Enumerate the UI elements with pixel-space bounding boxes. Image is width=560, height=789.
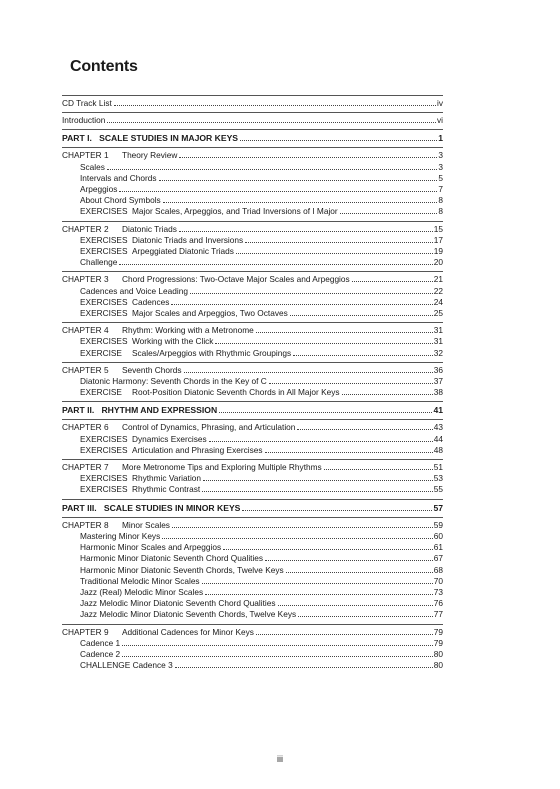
dot-leader (184, 372, 433, 373)
entry-label (62, 627, 254, 638)
dot-leader (107, 122, 436, 123)
exercise-tag: EXERCISES (80, 296, 128, 307)
entry-label (62, 206, 338, 217)
entry-title: Cadences and Voice Leading (80, 285, 188, 296)
dot-leader (256, 332, 433, 333)
toc-section (62, 500, 443, 517)
entry-page-number: 24 (433, 296, 443, 307)
entry-label (62, 609, 296, 620)
entry-page-number: 19 (433, 246, 443, 257)
entry-label (62, 348, 291, 359)
entry-page-number: 76 (433, 598, 443, 609)
entry-label (62, 387, 340, 398)
entry-label (62, 542, 221, 553)
dot-leader (179, 231, 433, 232)
toc-entry[interactable] (62, 235, 443, 246)
entry-page-number: 15 (433, 223, 443, 234)
dot-leader (297, 429, 432, 430)
dot-leader (269, 383, 433, 384)
entry-label (62, 336, 213, 347)
entry-label (62, 308, 288, 319)
toc-section (62, 272, 443, 322)
entry-title: Chord Progressions: Two-Octave Major Scales and Arpeggios (122, 274, 350, 285)
toc-part-entry[interactable] (62, 132, 443, 144)
entry-page-number: 43 (433, 422, 443, 433)
entry-title: Rhythm: Working with a Metronome (122, 325, 254, 336)
entry-label (62, 576, 200, 587)
entry-label (62, 257, 117, 268)
entry-label (62, 587, 203, 598)
toc-entry[interactable] (62, 649, 443, 660)
entry-label (62, 173, 157, 184)
entry-page-number: 20 (433, 257, 443, 268)
toc-entry[interactable] (62, 376, 443, 387)
dot-leader (205, 594, 433, 595)
toc-entry[interactable] (62, 587, 443, 598)
table-of-contents (62, 95, 443, 674)
toc-part-entry[interactable] (62, 404, 443, 416)
exercise-tag: EXERCISES (80, 308, 128, 319)
entry-label (62, 184, 117, 195)
chapter-number: CHAPTER 1 (62, 150, 109, 161)
dot-leader (215, 343, 432, 344)
entry-page-number: iv (437, 98, 443, 108)
entry-title: Seventh Chords (122, 364, 182, 375)
entry-page-number: 79 (433, 637, 443, 648)
exercise-tag: EXERCISE (80, 347, 122, 358)
entry-page-number: 44 (433, 433, 443, 444)
entry-title: CHALLENGE Cadence 3 (80, 660, 173, 671)
entry-page-number: 57 (433, 502, 443, 513)
dot-leader (298, 616, 433, 617)
dot-leader (290, 315, 433, 316)
dot-leader (265, 452, 433, 453)
entry-title: CD Track List (62, 98, 112, 108)
entry-page-number: 38 (433, 387, 443, 398)
dot-leader (240, 140, 437, 141)
entry-page-number: 5 (438, 172, 443, 183)
entry-page-number: 37 (433, 376, 443, 387)
entry-title: Working with the Click (132, 336, 214, 347)
entry-title: Major Scales and Arpeggios, Two Octaves (132, 308, 288, 319)
entry-page-number: 8 (438, 195, 443, 206)
entry-title: Intervals and Chords (80, 172, 157, 183)
entry-title: Minor Scales (122, 519, 170, 530)
entry-label (62, 531, 160, 542)
toc-entry[interactable] (62, 531, 443, 542)
chapter-number: CHAPTER 5 (62, 364, 109, 375)
entry-page-number: 68 (433, 564, 443, 575)
toc-chapter-entry[interactable] (62, 520, 443, 531)
toc-entry[interactable] (62, 576, 443, 587)
entry-page-number: 77 (433, 609, 443, 620)
toc-entry[interactable] (62, 195, 443, 206)
entry-page-number: 31 (433, 325, 443, 336)
dot-leader (242, 510, 432, 511)
exercise-tag: EXERCISES (80, 234, 128, 245)
page-title: Contents (70, 58, 138, 75)
toc-chapter-entry[interactable] (62, 274, 443, 285)
entry-title: Traditional Melodic Minor Scales (80, 575, 200, 586)
toc-chapter-entry[interactable] (62, 365, 443, 376)
dot-leader (119, 191, 437, 192)
entry-title: PART III. SCALE STUDIES IN MINOR KEYS (62, 502, 241, 513)
toc-section (62, 96, 443, 112)
entry-title: Jazz (Real) Melodic Minor Scales (80, 586, 204, 597)
toc-entry[interactable] (62, 445, 443, 456)
entry-label (62, 565, 284, 576)
toc-entry[interactable] (62, 638, 443, 649)
entry-title: Mastering Minor Keys (80, 530, 161, 541)
dot-leader (190, 293, 433, 294)
toc-section (62, 363, 443, 402)
entry-title: Harmonic Minor Diatonic Seventh Chords, Twelve Keys (80, 564, 284, 575)
entry-title: Additional Cadences for Minor Keys (122, 626, 254, 637)
entry-title: PART I. SCALE STUDIES IN MAJOR KEYS (62, 133, 239, 144)
toc-section (62, 625, 443, 675)
entry-page-number: 41 (433, 405, 443, 416)
toc-entry[interactable] (62, 98, 443, 109)
entry-page-number: vi (437, 115, 443, 126)
toc-entry[interactable] (62, 553, 443, 564)
toc-entry[interactable] (62, 484, 443, 495)
toc-entry[interactable] (62, 162, 443, 173)
entry-label (62, 649, 120, 660)
toc-section (62, 130, 443, 147)
entry-page-number: 70 (433, 575, 443, 586)
toc-chapter-entry[interactable] (62, 627, 443, 638)
dot-leader (163, 202, 438, 203)
dot-leader (265, 560, 433, 561)
entry-page-number: 25 (433, 308, 443, 319)
entry-label (62, 115, 105, 126)
entry-label (62, 598, 276, 609)
entry-page-number: 1 (438, 133, 443, 144)
toc-entry[interactable] (62, 336, 443, 347)
entry-label (62, 365, 182, 376)
entry-title: Scales/Arpeggios with Rhythmic Groupings (132, 347, 292, 358)
entry-page-number: 55 (433, 484, 443, 495)
entry-label (62, 235, 243, 246)
dot-leader (171, 304, 432, 305)
entry-page-number: 17 (433, 234, 443, 245)
dot-leader (209, 441, 433, 442)
entry-label (62, 224, 177, 235)
dot-leader (342, 394, 433, 395)
entry-title: Challenge (80, 257, 118, 268)
exercise-tag: EXERCISES (80, 473, 128, 484)
dot-leader (122, 656, 433, 657)
entry-title: Cadences (132, 296, 170, 307)
chapter-number: CHAPTER 6 (62, 422, 109, 433)
toc-section (62, 323, 443, 362)
toc-section (62, 113, 443, 129)
entry-page-number: 51 (433, 462, 443, 473)
entry-page-number: 80 (433, 660, 443, 671)
entry-page-number: 21 (433, 274, 443, 285)
entry-label (62, 553, 263, 564)
chapter-number: CHAPTER 9 (62, 626, 109, 637)
entry-label (62, 434, 207, 445)
toc-chapter-entry[interactable] (62, 150, 443, 161)
entry-page-number: 32 (433, 347, 443, 358)
entry-page-number: 80 (433, 648, 443, 659)
toc-entry[interactable] (62, 660, 443, 671)
entry-label (62, 520, 170, 531)
entry-label (62, 325, 254, 336)
entry-label (62, 404, 217, 416)
entry-title: Rhythmic Variation (132, 473, 202, 484)
entry-label (62, 274, 350, 285)
dot-leader (114, 105, 436, 106)
toc-entry[interactable] (62, 348, 443, 359)
toc-section (62, 460, 443, 499)
entry-page-number: 31 (433, 336, 443, 347)
toc-entry[interactable] (62, 246, 443, 257)
toc-entry[interactable] (62, 387, 443, 398)
toc-entry[interactable] (62, 184, 443, 195)
toc-section (62, 402, 443, 419)
entry-title: Major Scales, Arpeggios, and Triad Inversions of I Major (132, 206, 338, 217)
dot-leader (202, 583, 433, 584)
entry-title: Dynamics Exercises (132, 433, 207, 444)
dot-leader (122, 645, 433, 646)
entry-page-number: 3 (438, 150, 443, 161)
toc-entry[interactable] (62, 308, 443, 319)
dot-leader (245, 242, 433, 243)
dot-leader (293, 355, 433, 356)
entry-label (62, 422, 295, 433)
toc-section (62, 222, 443, 272)
entry-page-number: 67 (433, 553, 443, 564)
toc-entry[interactable] (62, 206, 443, 217)
toc-entry[interactable] (62, 257, 443, 268)
entry-label (62, 376, 267, 387)
entry-label (62, 132, 238, 144)
entry-title: Scales (80, 161, 105, 172)
exercise-tag: EXERCISES (80, 336, 128, 347)
entry-title: Control of Dynamics, Phrasing, and Articulation (122, 422, 296, 433)
entry-page-number: 60 (433, 530, 443, 541)
entry-label (62, 150, 177, 161)
entry-label (62, 445, 263, 456)
toc-entry[interactable] (62, 609, 443, 620)
toc-entry[interactable] (62, 542, 443, 553)
dot-leader (107, 169, 437, 170)
dot-leader (179, 157, 437, 158)
entry-page-number: 36 (433, 364, 443, 375)
dot-leader (172, 527, 433, 528)
entry-title: Diatonic Harmony: Seventh Chords in the Key of C (80, 376, 267, 387)
entry-label (62, 162, 105, 173)
entry-page-number: 59 (433, 519, 443, 530)
entry-title: Diatonic Triads and Inversions (132, 234, 244, 245)
entry-title: Introduction (62, 115, 106, 126)
entry-title: Harmonic Minor Scales and Arpeggios (80, 542, 222, 553)
entry-title: Articulation and Phrasing Exercises (132, 444, 263, 455)
entry-title: About Chord Symbols (80, 195, 161, 206)
entry-title: PART II. RHYTHM AND EXPRESSION (62, 405, 218, 416)
entry-label (62, 462, 322, 473)
entry-label (62, 195, 161, 206)
entry-page-number: 3 (438, 161, 443, 172)
chapter-number: CHAPTER 3 (62, 274, 109, 285)
dot-leader (324, 469, 433, 470)
entry-title: Root-Position Diatonic Seventh Chords in All Major Keys (132, 387, 340, 398)
dot-leader (286, 572, 433, 573)
entry-title: Jazz Melodic Minor Diatonic Seventh Chords, Twelve Keys (80, 609, 297, 620)
chapter-number: CHAPTER 7 (62, 462, 109, 473)
entry-title: Cadence 2 (80, 648, 121, 659)
entry-page-number: 48 (433, 444, 443, 455)
toc-entry[interactable] (62, 565, 443, 576)
entry-page-number: 73 (433, 586, 443, 597)
entry-title: Cadence 1 (80, 637, 121, 648)
entry-title: Rhythmic Contrast (132, 484, 201, 495)
toc-entry[interactable] (62, 173, 443, 184)
dot-leader (119, 264, 432, 265)
toc-section (62, 518, 443, 624)
page-number: iii (277, 754, 283, 764)
entry-label (62, 638, 120, 649)
chapter-number: CHAPTER 4 (62, 325, 109, 336)
toc-entry[interactable] (62, 598, 443, 609)
dot-leader (340, 213, 438, 214)
entry-label (62, 286, 188, 297)
dot-leader (278, 605, 433, 606)
entry-label (62, 484, 200, 495)
dot-leader (256, 634, 433, 635)
entry-title: Jazz Melodic Minor Diatonic Seventh Chord Qualities (80, 598, 276, 609)
toc-chapter-entry[interactable] (62, 325, 443, 336)
entry-page-number: 61 (433, 542, 443, 553)
dot-leader (203, 480, 433, 481)
dot-leader (202, 491, 433, 492)
chapter-number: CHAPTER 2 (62, 223, 109, 234)
entry-title: Diatonic Triads (122, 223, 177, 234)
toc-chapter-entry[interactable] (62, 224, 443, 235)
dot-leader (162, 538, 433, 539)
entry-page-number: 22 (433, 285, 443, 296)
entry-label (62, 98, 112, 109)
dot-leader (175, 667, 433, 668)
toc-entry[interactable] (62, 115, 443, 126)
dot-leader (236, 253, 433, 254)
entry-page-number: 8 (438, 206, 443, 217)
exercise-tag: EXERCISES (80, 433, 128, 444)
toc-section (62, 420, 443, 459)
entry-title: Theory Review (122, 150, 178, 161)
entry-label (62, 502, 240, 514)
exercise-tag: EXERCISES (80, 444, 128, 455)
dot-leader (159, 180, 438, 181)
exercise-tag: EXERCISE (80, 387, 122, 398)
entry-title: Arpeggiated Diatonic Triads (132, 246, 234, 257)
entry-label (62, 660, 173, 671)
entry-label (62, 297, 169, 308)
entry-label (62, 473, 201, 484)
toc-part-entry[interactable] (62, 502, 443, 514)
toc-entry[interactable] (62, 286, 443, 297)
toc-entry[interactable] (62, 297, 443, 308)
dot-leader (223, 549, 433, 550)
toc-section (62, 148, 443, 220)
entry-label (62, 246, 234, 257)
exercise-tag: EXERCISES (80, 206, 128, 217)
toc-entry[interactable] (62, 473, 443, 484)
toc-chapter-entry[interactable] (62, 422, 443, 433)
entry-page-number: 79 (433, 626, 443, 637)
exercise-tag: EXERCISES (80, 246, 128, 257)
dot-leader (352, 281, 433, 282)
entry-page-number: 7 (438, 184, 443, 195)
toc-chapter-entry[interactable] (62, 462, 443, 473)
entry-page-number: 53 (433, 473, 443, 484)
chapter-number: CHAPTER 8 (62, 519, 109, 530)
entry-title: More Metronome Tips and Exploring Multiple Rhythms (122, 462, 322, 473)
entry-title: Arpeggios (80, 184, 118, 195)
exercise-tag: EXERCISES (80, 484, 128, 495)
toc-entry[interactable] (62, 434, 443, 445)
entry-title: Harmonic Minor Diatonic Seventh Chord Qualities (80, 553, 264, 564)
dot-leader (219, 412, 432, 413)
